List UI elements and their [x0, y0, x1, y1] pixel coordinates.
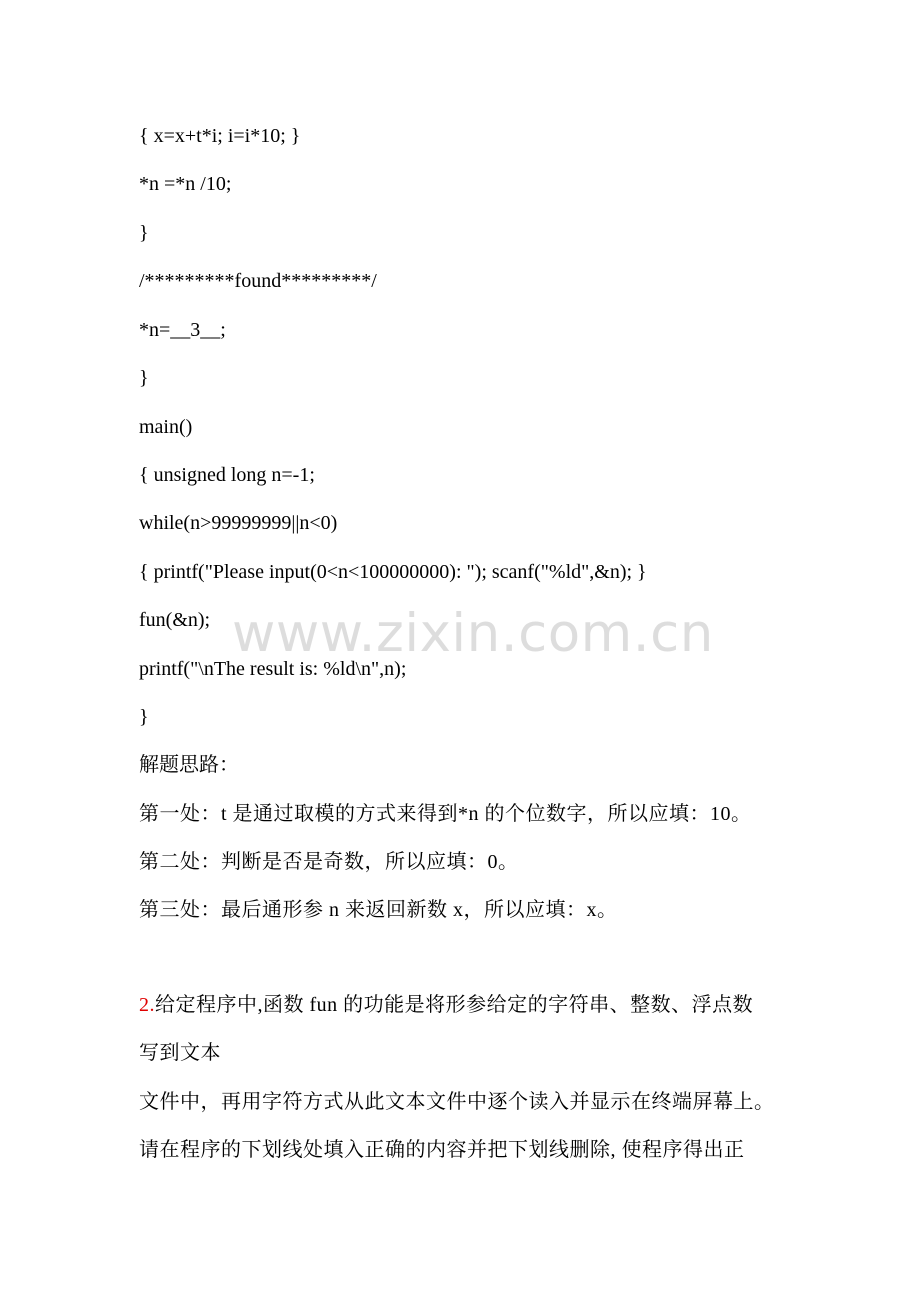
code-line: *n=__3__;	[139, 319, 226, 341]
code-line: }	[139, 367, 149, 389]
code-line: { printf("Please input(0<n<100000000): "); scanf("%ld",&n); }	[139, 561, 647, 583]
code-line: main()	[139, 416, 193, 438]
solution-heading: 解题思路：	[139, 754, 239, 776]
code-line: printf("\nThe result is: %ld\n",n);	[139, 658, 407, 680]
code-line: { unsigned long n=-1;	[139, 464, 315, 486]
question-2-line: 请在程序的下划线处填入正确的内容并把下划线删除, 使程序得出正	[139, 1139, 745, 1161]
code-line: *n =*n /10;	[139, 173, 232, 195]
question-text: 给定程序中,函数 fun 的功能是将形参给定的字符串、整数、浮点数	[155, 994, 754, 1016]
question-2-line: 写到文本	[139, 1042, 221, 1064]
question-2-line: 文件中，再用字符方式从此文本文件中逐个读入并显示在终端屏幕上。	[139, 1091, 775, 1113]
code-line: while(n>99999999||n<0)	[139, 512, 338, 534]
watermark: www.zixin.com.cn	[232, 603, 714, 664]
code-line: }	[139, 222, 149, 244]
code-line: /*********found*********/	[139, 270, 377, 292]
code-line: { x=x+t*i; i=i*10; }	[139, 125, 301, 147]
solution-point: 第一处：t 是通过取模的方式来得到*n 的个位数字，所以应填：10。	[139, 803, 752, 825]
question-2-line	[139, 993, 753, 1017]
solution-point: 第三处：最后通形参 n 来返回新数 x，所以应填：x。	[139, 899, 618, 921]
code-line: fun(&n);	[139, 609, 211, 631]
code-line: }	[139, 706, 149, 728]
solution-point: 第二处：判断是否是奇数，所以应填：0。	[139, 851, 519, 873]
question-number: 2.	[139, 994, 155, 1016]
